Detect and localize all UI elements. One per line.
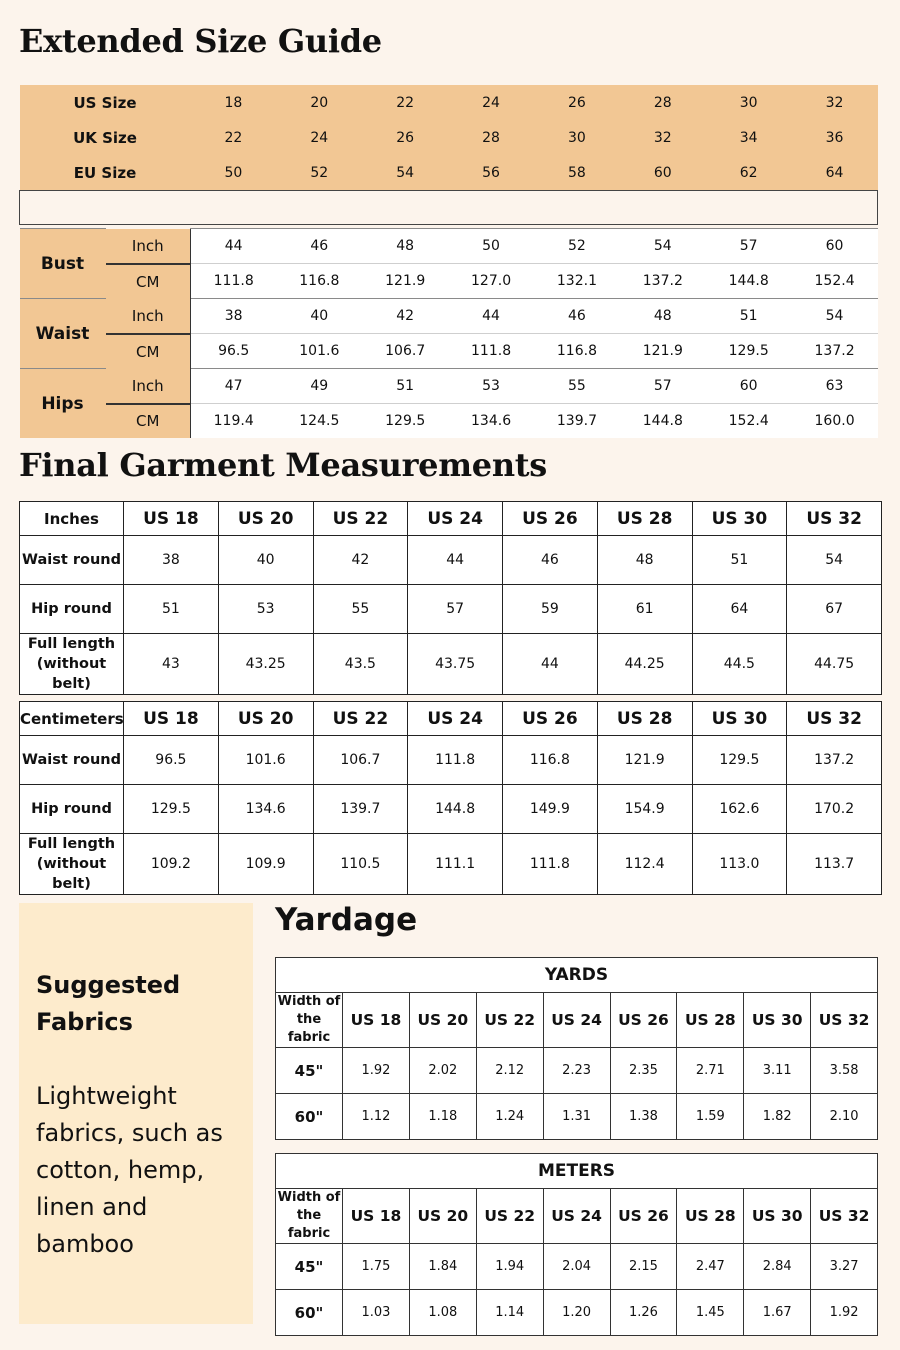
table-cell: 46 bbox=[503, 536, 598, 585]
table-cell: 2.12 bbox=[476, 1048, 543, 1094]
table-cell: 113.0 bbox=[692, 834, 787, 895]
table-cell: 20 bbox=[276, 85, 362, 120]
header-cell: US 32 bbox=[787, 502, 882, 536]
table-cell: 43 bbox=[124, 634, 219, 695]
table-cell: 49 bbox=[276, 369, 362, 404]
table-cell: 50 bbox=[448, 229, 534, 264]
table-cell: 3.11 bbox=[744, 1048, 811, 1094]
measurement-label: Hips bbox=[20, 369, 106, 439]
header-cell: US 28 bbox=[677, 1189, 744, 1244]
spacer-cell bbox=[20, 191, 878, 225]
measurement-label: Waist bbox=[20, 299, 106, 369]
header-cell: US 20 bbox=[218, 702, 313, 736]
table-header-row bbox=[276, 993, 878, 1048]
header-cell: US 30 bbox=[744, 1189, 811, 1244]
conversion-row bbox=[20, 155, 878, 191]
table-cell: 62 bbox=[706, 155, 792, 191]
size-guide-table bbox=[19, 85, 878, 438]
table-cell: 101.6 bbox=[218, 736, 313, 785]
table-cell: 1.12 bbox=[343, 1094, 410, 1140]
table-cell: 38 bbox=[124, 536, 219, 585]
table-cell: 24 bbox=[448, 85, 534, 120]
table-cell: 54 bbox=[620, 229, 706, 264]
table-cell: 119.4 bbox=[191, 404, 277, 439]
header-line: the fabric bbox=[287, 1208, 331, 1241]
header-cell: US 24 bbox=[543, 993, 610, 1048]
table-cell: 30 bbox=[706, 85, 792, 120]
header-cell: US 20 bbox=[409, 993, 476, 1048]
table-cell: 46 bbox=[534, 299, 620, 334]
table-cell: 55 bbox=[313, 585, 408, 634]
table-cell: 26 bbox=[362, 120, 448, 155]
header-cell: US 28 bbox=[597, 702, 692, 736]
table-row bbox=[20, 585, 882, 634]
table-cell: 116.8 bbox=[534, 334, 620, 369]
header-cell: US 26 bbox=[610, 1189, 677, 1244]
table-cell: 1.20 bbox=[543, 1290, 610, 1336]
table-cell: 54 bbox=[792, 299, 878, 334]
table-cell: 111.8 bbox=[503, 834, 598, 895]
table-cell: 57 bbox=[620, 369, 706, 404]
unit-label: Inch bbox=[106, 369, 191, 404]
table-cell: 101.6 bbox=[276, 334, 362, 369]
table-cell: 28 bbox=[620, 85, 706, 120]
table-cell: 109.2 bbox=[124, 834, 219, 895]
row-label: 45" bbox=[276, 1048, 343, 1094]
row-label bbox=[20, 834, 124, 895]
header-cell: US 32 bbox=[811, 993, 878, 1048]
table-cell: 46 bbox=[276, 229, 362, 264]
table-cell: 162.6 bbox=[692, 785, 787, 834]
row-label: 60" bbox=[276, 1094, 343, 1140]
measurement-row bbox=[20, 229, 878, 264]
header-cell: US 32 bbox=[811, 1189, 878, 1244]
table-cell: 53 bbox=[218, 585, 313, 634]
table-cell: 56 bbox=[448, 155, 534, 191]
table-cell: 149.9 bbox=[503, 785, 598, 834]
table-cell: 22 bbox=[191, 120, 277, 155]
table-cell: 42 bbox=[362, 299, 448, 334]
table-cell: 132.1 bbox=[534, 264, 620, 299]
table-cell: 48 bbox=[620, 299, 706, 334]
garment-inches-table bbox=[19, 501, 882, 695]
table-cell: 144.8 bbox=[706, 264, 792, 299]
table-cell: 137.2 bbox=[620, 264, 706, 299]
suggested-fabrics-panel bbox=[19, 903, 253, 1324]
table-cell: 26 bbox=[534, 85, 620, 120]
header-cell: US 22 bbox=[476, 993, 543, 1048]
table-cell: 160.0 bbox=[792, 404, 878, 439]
table-cell: 121.9 bbox=[620, 334, 706, 369]
table-cell: 96.5 bbox=[191, 334, 277, 369]
table-cell: 48 bbox=[597, 536, 692, 585]
table-row bbox=[276, 1290, 878, 1336]
header-cell: US 18 bbox=[343, 1189, 410, 1244]
row-label bbox=[20, 634, 124, 695]
table-cell: 139.7 bbox=[534, 404, 620, 439]
table-cell: 51 bbox=[706, 299, 792, 334]
table-cell: 34 bbox=[706, 120, 792, 155]
header-cell: US 22 bbox=[313, 502, 408, 536]
header-cell: US 20 bbox=[218, 502, 313, 536]
table-cell: 121.9 bbox=[597, 736, 692, 785]
measurement-row bbox=[20, 299, 878, 334]
header-line: Width of bbox=[277, 994, 341, 1009]
row-label-line: (without belt) bbox=[36, 656, 107, 692]
table-cell: 18 bbox=[191, 85, 277, 120]
table-cell: 63 bbox=[792, 369, 878, 404]
table-cell: 67 bbox=[787, 585, 882, 634]
row-label: Waist round bbox=[20, 736, 124, 785]
table-cell: 144.8 bbox=[620, 404, 706, 439]
table-cell: 58 bbox=[534, 155, 620, 191]
table-cell: 52 bbox=[534, 229, 620, 264]
spacer-row bbox=[20, 191, 878, 225]
measurement-row bbox=[20, 404, 878, 439]
header-cell bbox=[276, 993, 343, 1048]
yardage-title: Yardage bbox=[275, 902, 418, 938]
table-cell: 116.8 bbox=[503, 736, 598, 785]
table-cell: 43.5 bbox=[313, 634, 408, 695]
header-cell: US 22 bbox=[313, 702, 408, 736]
table-cell: 134.6 bbox=[218, 785, 313, 834]
table-cell: 111.1 bbox=[408, 834, 503, 895]
row-label: 45" bbox=[276, 1244, 343, 1290]
conversion-row bbox=[20, 85, 878, 120]
header-cell: US 30 bbox=[692, 502, 787, 536]
table-cell: 44 bbox=[408, 536, 503, 585]
table-cell: 2.23 bbox=[543, 1048, 610, 1094]
table-cell: 2.35 bbox=[610, 1048, 677, 1094]
header-cell: US 28 bbox=[677, 993, 744, 1048]
unit-label: CM bbox=[106, 264, 191, 299]
table-cell: 54 bbox=[362, 155, 448, 191]
yards-table bbox=[275, 957, 878, 1140]
row-label-line: (without belt) bbox=[36, 856, 107, 892]
table-cell: 2.71 bbox=[677, 1048, 744, 1094]
table-cell: 112.4 bbox=[597, 834, 692, 895]
table-cell: 42 bbox=[313, 536, 408, 585]
table-header-row bbox=[20, 502, 882, 536]
table-cell: 113.7 bbox=[787, 834, 882, 895]
table-cell: 1.38 bbox=[610, 1094, 677, 1140]
header-cell: Centimeters bbox=[20, 702, 124, 736]
table-cell: 64 bbox=[692, 585, 787, 634]
header-cell: US 22 bbox=[476, 1189, 543, 1244]
table-cell: 1.75 bbox=[343, 1244, 410, 1290]
page-title: Extended Size Guide bbox=[19, 22, 382, 60]
measurement-row bbox=[20, 334, 878, 369]
table-cell: 134.6 bbox=[448, 404, 534, 439]
row-label: US Size bbox=[20, 85, 191, 120]
table-row bbox=[20, 736, 882, 785]
section-title: Final Garment Measurements bbox=[19, 446, 547, 484]
table-caption-row bbox=[276, 958, 878, 993]
table-cell: 144.8 bbox=[408, 785, 503, 834]
table-cell: 44.25 bbox=[597, 634, 692, 695]
table-cell: 154.9 bbox=[597, 785, 692, 834]
table-cell: 47 bbox=[191, 369, 277, 404]
table-cell: 124.5 bbox=[276, 404, 362, 439]
header-line: Width of bbox=[277, 1190, 341, 1205]
table-row bbox=[276, 1048, 878, 1094]
table-row bbox=[276, 1244, 878, 1290]
table-cell: 106.7 bbox=[362, 334, 448, 369]
table-cell: 54 bbox=[787, 536, 882, 585]
header-cell: US 24 bbox=[543, 1189, 610, 1244]
table-cell: 2.04 bbox=[543, 1244, 610, 1290]
table-cell: 55 bbox=[534, 369, 620, 404]
table-cell: 60 bbox=[792, 229, 878, 264]
row-label: UK Size bbox=[20, 120, 191, 155]
fabrics-title: Suggested Fabrics bbox=[36, 971, 181, 1036]
table-row bbox=[20, 834, 882, 895]
table-cell: 44 bbox=[448, 299, 534, 334]
table-cell: 129.5 bbox=[362, 404, 448, 439]
row-label: Hip round bbox=[20, 785, 124, 834]
table-cell: 64 bbox=[792, 155, 878, 191]
table-cell: 44.5 bbox=[692, 634, 787, 695]
table-cell: 1.67 bbox=[744, 1290, 811, 1336]
table-cell: 40 bbox=[218, 536, 313, 585]
table-cell: 2.15 bbox=[610, 1244, 677, 1290]
table-cell: 36 bbox=[792, 120, 878, 155]
table-row bbox=[276, 1094, 878, 1140]
table-cell: 1.45 bbox=[677, 1290, 744, 1336]
table-cell: 111.8 bbox=[408, 736, 503, 785]
table-cell: 127.0 bbox=[448, 264, 534, 299]
unit-label: Inch bbox=[106, 299, 191, 334]
table-cell: 51 bbox=[124, 585, 219, 634]
table-cell: 1.03 bbox=[343, 1290, 410, 1336]
table-cell: 152.4 bbox=[792, 264, 878, 299]
table-cell: 44.75 bbox=[787, 634, 882, 695]
table-cell: 40 bbox=[276, 299, 362, 334]
table-cell: 2.10 bbox=[811, 1094, 878, 1140]
table-cell: 28 bbox=[448, 120, 534, 155]
table-cell: 50 bbox=[191, 155, 277, 191]
table-cell: 129.5 bbox=[692, 736, 787, 785]
table-cell: 61 bbox=[597, 585, 692, 634]
measurement-row bbox=[20, 369, 878, 404]
table-cell: 1.84 bbox=[409, 1244, 476, 1290]
table-cell: 48 bbox=[362, 229, 448, 264]
fabrics-body: Lightweight fabrics, such as cotton, hemp, linen and bamboo bbox=[36, 1082, 223, 1258]
header-cell: US 26 bbox=[503, 702, 598, 736]
table-cell: 1.24 bbox=[476, 1094, 543, 1140]
table-cell: 2.47 bbox=[677, 1244, 744, 1290]
measurement-row bbox=[20, 264, 878, 299]
table-cell: 32 bbox=[792, 85, 878, 120]
garment-cm-table bbox=[19, 701, 882, 895]
table-cell: 137.2 bbox=[792, 334, 878, 369]
table-cell: 1.94 bbox=[476, 1244, 543, 1290]
meters-table bbox=[275, 1153, 878, 1336]
table-cell: 170.2 bbox=[787, 785, 882, 834]
table-cell: 2.02 bbox=[409, 1048, 476, 1094]
table-cell: 109.9 bbox=[218, 834, 313, 895]
conversion-row bbox=[20, 120, 878, 155]
header-cell: US 24 bbox=[408, 502, 503, 536]
table-cell: 32 bbox=[620, 120, 706, 155]
table-caption-row bbox=[276, 1154, 878, 1189]
table-row bbox=[20, 634, 882, 695]
table-cell: 60 bbox=[620, 155, 706, 191]
table-cell: 38 bbox=[191, 299, 277, 334]
table-cell: 43.75 bbox=[408, 634, 503, 695]
header-cell: US 18 bbox=[124, 702, 219, 736]
table-cell: 52 bbox=[276, 155, 362, 191]
header-cell: US 20 bbox=[409, 1189, 476, 1244]
table-row bbox=[20, 536, 882, 585]
table-cell: 1.14 bbox=[476, 1290, 543, 1336]
table-cell: 3.27 bbox=[811, 1244, 878, 1290]
table-cell: 121.9 bbox=[362, 264, 448, 299]
table-cell: 44 bbox=[503, 634, 598, 695]
table-cell: 1.18 bbox=[409, 1094, 476, 1140]
table-cell: 51 bbox=[692, 536, 787, 585]
table-cell: 44 bbox=[191, 229, 277, 264]
table-cell: 1.82 bbox=[744, 1094, 811, 1140]
table-caption: YARDS bbox=[276, 958, 878, 993]
table-row bbox=[20, 785, 882, 834]
table-cell: 60 bbox=[706, 369, 792, 404]
table-cell: 111.8 bbox=[191, 264, 277, 299]
header-cell: Inches bbox=[20, 502, 124, 536]
row-label: EU Size bbox=[20, 155, 191, 191]
measurement-label: Bust bbox=[20, 229, 106, 299]
header-cell: US 18 bbox=[343, 993, 410, 1048]
header-cell: US 26 bbox=[610, 993, 677, 1048]
unit-label: CM bbox=[106, 334, 191, 369]
table-cell: 59 bbox=[503, 585, 598, 634]
table-cell: 96.5 bbox=[124, 736, 219, 785]
table-cell: 24 bbox=[276, 120, 362, 155]
row-label-line: Full length bbox=[27, 636, 116, 652]
table-cell: 57 bbox=[706, 229, 792, 264]
table-cell: 1.31 bbox=[543, 1094, 610, 1140]
table-cell: 110.5 bbox=[313, 834, 408, 895]
table-caption: METERS bbox=[276, 1154, 878, 1189]
table-cell: 152.4 bbox=[706, 404, 792, 439]
table-cell: 139.7 bbox=[313, 785, 408, 834]
table-cell: 3.58 bbox=[811, 1048, 878, 1094]
header-cell: US 26 bbox=[503, 502, 598, 536]
table-header-row bbox=[276, 1189, 878, 1244]
row-label-line: Full length bbox=[27, 836, 116, 852]
table-cell: 129.5 bbox=[706, 334, 792, 369]
header-cell bbox=[276, 1189, 343, 1244]
table-cell: 129.5 bbox=[124, 785, 219, 834]
table-cell: 57 bbox=[408, 585, 503, 634]
table-cell: 1.92 bbox=[811, 1290, 878, 1336]
unit-label: CM bbox=[106, 404, 191, 439]
table-cell: 2.84 bbox=[744, 1244, 811, 1290]
table-cell: 111.8 bbox=[448, 334, 534, 369]
table-cell: 1.59 bbox=[677, 1094, 744, 1140]
table-cell: 22 bbox=[362, 85, 448, 120]
unit-label: Inch bbox=[106, 229, 191, 264]
table-cell: 1.08 bbox=[409, 1290, 476, 1336]
header-cell: US 30 bbox=[692, 702, 787, 736]
table-cell: 116.8 bbox=[276, 264, 362, 299]
row-label: Waist round bbox=[20, 536, 124, 585]
header-line: the fabric bbox=[287, 1012, 331, 1045]
table-cell: 51 bbox=[362, 369, 448, 404]
table-cell: 137.2 bbox=[787, 736, 882, 785]
table-cell: 106.7 bbox=[313, 736, 408, 785]
table-cell: 1.26 bbox=[610, 1290, 677, 1336]
header-cell: US 28 bbox=[597, 502, 692, 536]
header-cell: US 24 bbox=[408, 702, 503, 736]
table-cell: 1.92 bbox=[343, 1048, 410, 1094]
table-cell: 53 bbox=[448, 369, 534, 404]
table-cell: 43.25 bbox=[218, 634, 313, 695]
table-cell: 30 bbox=[534, 120, 620, 155]
table-header-row bbox=[20, 702, 882, 736]
row-label: Hip round bbox=[20, 585, 124, 634]
header-cell: US 18 bbox=[124, 502, 219, 536]
row-label: 60" bbox=[276, 1290, 343, 1336]
header-cell: US 32 bbox=[787, 702, 882, 736]
header-cell: US 30 bbox=[744, 993, 811, 1048]
